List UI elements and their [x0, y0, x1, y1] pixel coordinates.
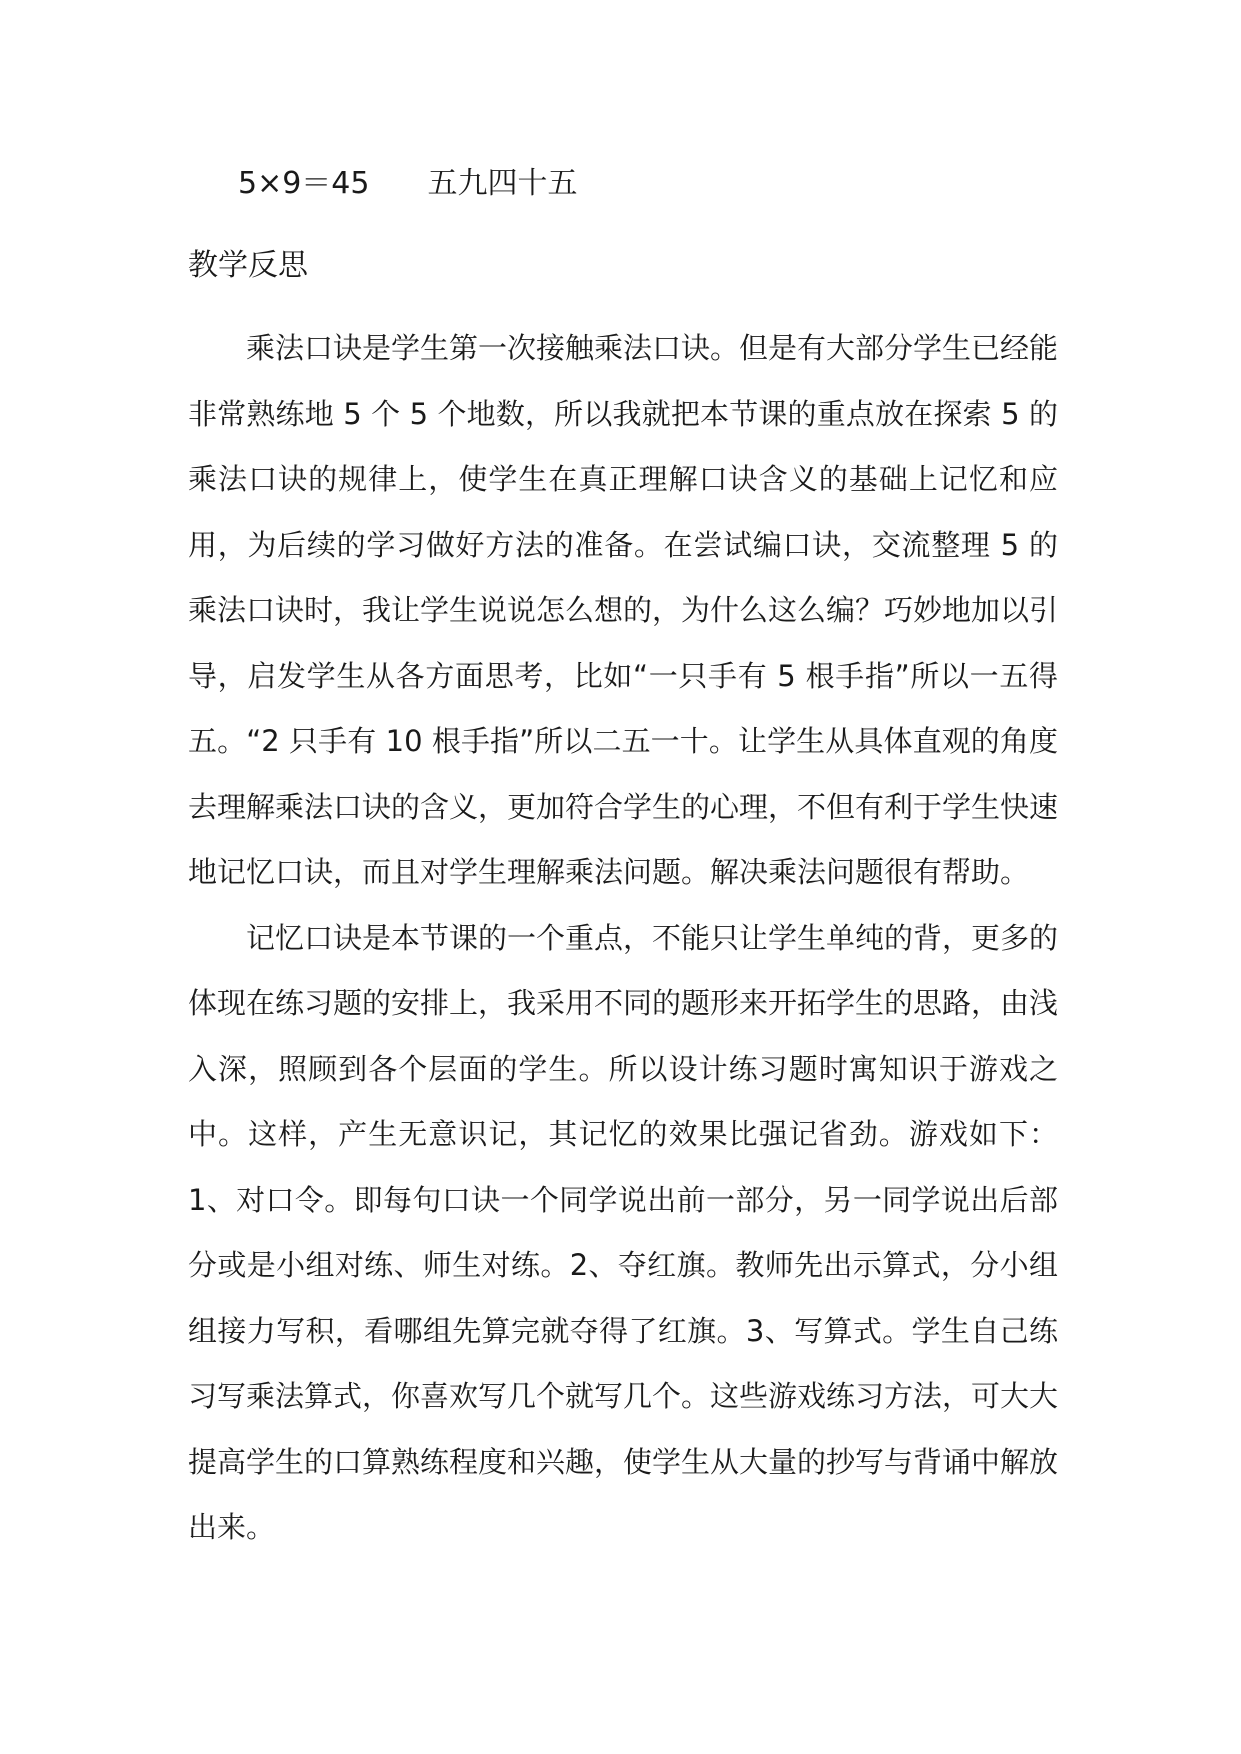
paragraph: 记忆口诀是本节课的一个重点，不能只让学生单纯的背，更多的体现在练习题的安排上，我采用不同的题形来开拓学生的思路，由浅入深，照顾到各个层面的学生。所以设计练习题时寓知识于游戏之中。这样，产生无意识记，其记忆的效果比强记省劲。游戏如下：1、对口令。即每句口诀一个同学说出前一部分，另一同学说出后部分或是小组对练、师生对练。2、夺红旗。教师先出示算式，分小组组接力写积，看哪组先算完就夺得了红旗。3、写算式。学生自己练习写乘法算式，你喜欢写几个就写几个。这些游戏练习方法，可大大提高学生的口算熟练程度和兴趣，使学生从大量的抄写与背诵中解放出来。 [188, 920, 1059, 1544]
paragraph: 乘法口诀是学生第一次接触乘法口诀。但是有大部分学生已经能非常熟练地 5 个 5 个地数，所以我就把本节课的重点放在探索 5 的乘法口诀的规律上，使学生在真正理解口诀含义的基础上记忆和应用，为后续的学习做好方法的准备。在尝试编口诀，交流整理 5 的乘法口诀时，我让学生说说怎么想的，为什么这么编？巧妙地加以引导，启发学生从各方面思考，比如“一只手有 5 根手指”所以一五得五。“2 只手有 10 根手指”所以二五一十。让学生从具体直观的角度去理解乘法口诀的含义，更加符合学生的心理，不但有利于学生快速地记忆口诀，而且对学生理解乘法问题。解决乘法问题很有帮助。 [188, 331, 1059, 889]
formula-line [238, 158, 577, 210]
reflection-body [188, 316, 1058, 1561]
formula-rhyme: 五九四十五 [427, 166, 578, 201]
formula-equation: 5×9＝45 [238, 166, 370, 201]
section-title: 教学反思 [188, 248, 308, 283]
